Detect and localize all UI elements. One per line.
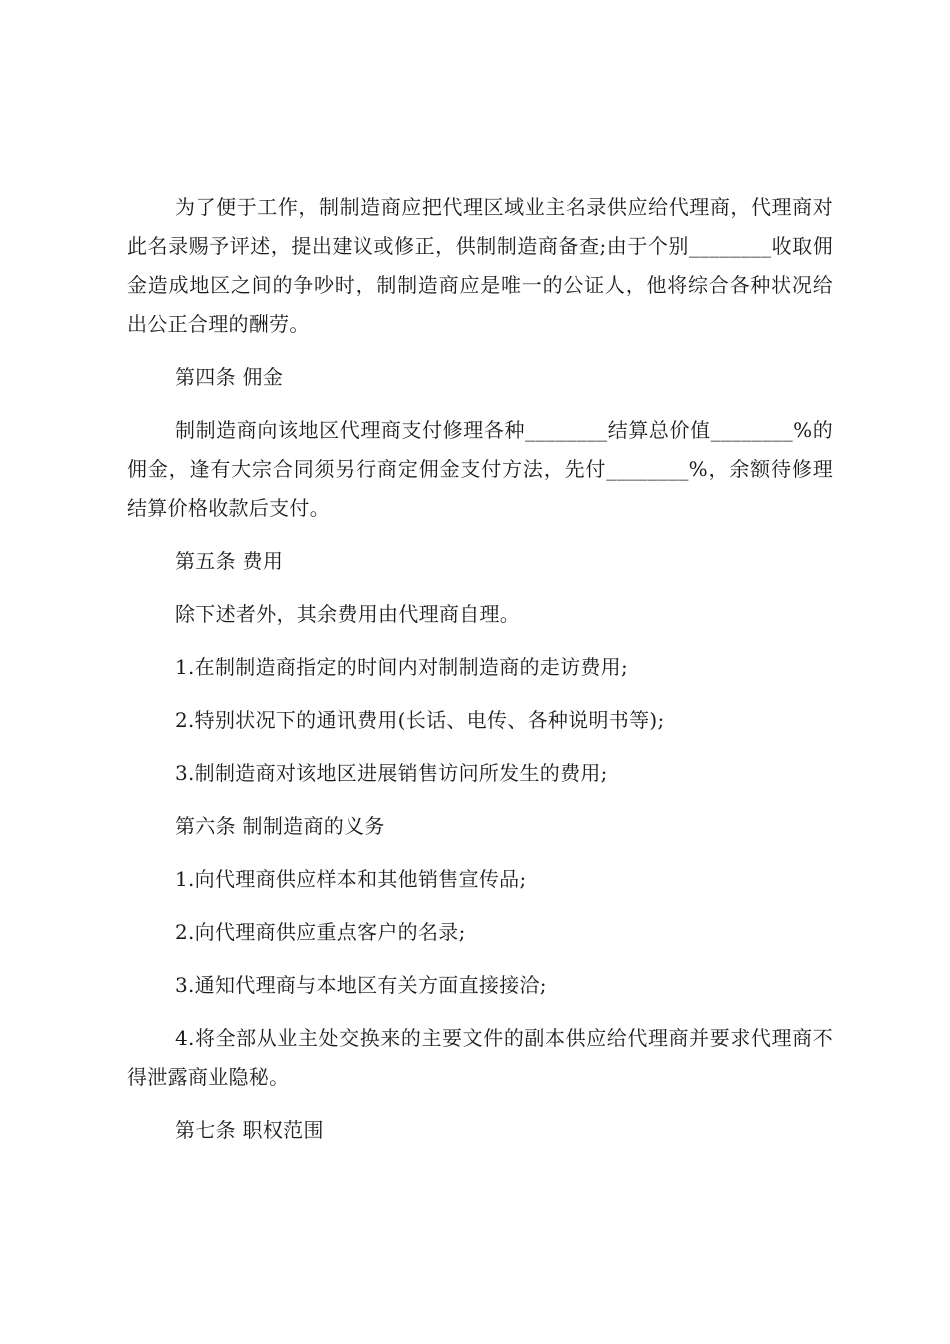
paragraph-customer-list: 为了便于工作，制制造商应把代理区域业主名录供应给代理商，代理商对此名录赐予评述，提出建议或修正，供制制造商备查;由于个别________收取佣金造成地区之间的争吵时，制制造商应是唯一的公证人，他将综合各种状况给出公正合理的酬劳。 bbox=[127, 195, 833, 336]
article-4-heading: 第四条 佣金 bbox=[175, 365, 284, 389]
article-6-heading: 第六条 制制造商的义务 bbox=[175, 814, 385, 838]
obligation-item-4: 4.将全部从业主处交换来的主要文件的副本供应给代理商并要求代理商不得泄露商业隐秘。 bbox=[127, 1026, 833, 1089]
article-7-heading: 第七条 职权范围 bbox=[175, 1118, 324, 1142]
article-5-heading: 第五条 费用 bbox=[175, 549, 284, 573]
document-body bbox=[127, 188, 833, 1164]
paragraph-expenses-intro: 除下述者外，其余费用由代理商自理。 bbox=[175, 602, 521, 626]
obligation-item-1: 1.向代理商供应样本和其他销售宣传品; bbox=[175, 867, 527, 891]
obligation-item-2: 2.向代理商供应重点客户的名录; bbox=[175, 920, 466, 944]
expense-item-1: 1.在制制造商指定的时间内对制制造商的走访费用; bbox=[175, 655, 629, 679]
obligation-item-3: 3.通知代理商与本地区有关方面直接接洽; bbox=[175, 973, 547, 997]
paragraph-commission: 制制造商向该地区代理商支付修理各种________结算总价值________%的佣金，逢有大宗合同须另行商定佣金支付方法，先付________%，余额待修理结算价格收款后支付。 bbox=[127, 418, 833, 520]
expense-item-3: 3.制制造商对该地区进展销售访问所发生的费用; bbox=[175, 761, 608, 785]
expense-item-2: 2.特别状况下的通讯费用(长话、电传、各种说明书等); bbox=[175, 708, 665, 732]
